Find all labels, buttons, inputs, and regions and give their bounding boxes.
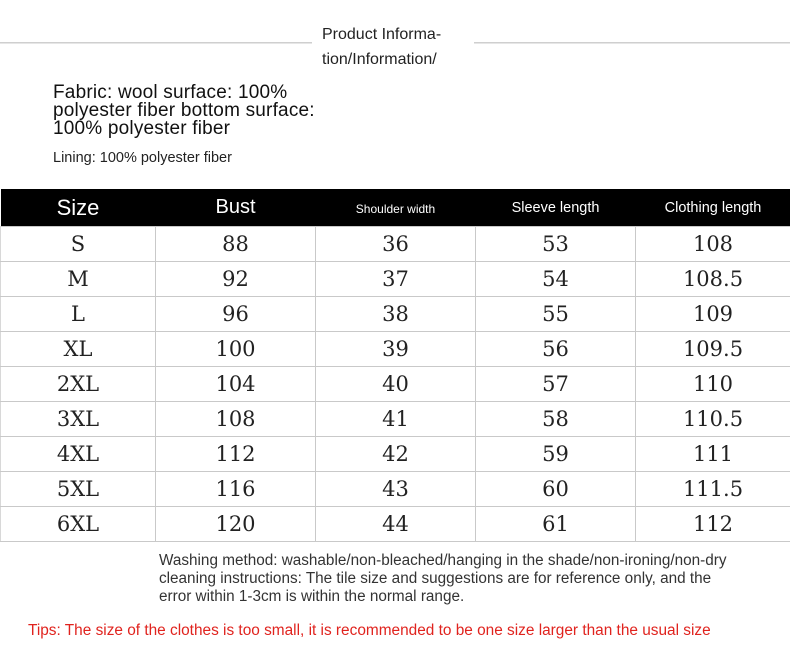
table-cell-shoulder-width: 40: [316, 367, 476, 402]
table-cell-sleeve-length: 60: [476, 472, 636, 507]
page-title: [322, 22, 462, 72]
table-cell-size: 3XL: [1, 402, 156, 437]
table-cell-size: 2XL: [1, 367, 156, 402]
fabric-line-3: 100% polyester fiber: [53, 118, 231, 139]
page-title-line-2: tion/Information/: [322, 51, 437, 68]
table-cell-bust: 108: [156, 402, 316, 437]
table-cell-bust: 104: [156, 367, 316, 402]
column-header-shoulder-width: Shoulder width: [316, 189, 476, 227]
table-cell-clothing-length: 111.5: [636, 472, 790, 507]
table-row: [1, 507, 790, 542]
table-cell-size: S: [1, 227, 156, 262]
table-cell-sleeve-length: 57: [476, 367, 636, 402]
table-cell-size: 5XL: [1, 472, 156, 507]
size-chart-table: [0, 189, 790, 542]
washing-instructions: [159, 552, 789, 606]
table-cell-bust: 116: [156, 472, 316, 507]
table-cell-sleeve-length: 59: [476, 437, 636, 472]
fabric-line-2: polyester fiber bottom surface:: [53, 100, 315, 121]
table-row: [1, 297, 790, 332]
table-row: [1, 402, 790, 437]
table-cell-bust: 96: [156, 297, 316, 332]
header-divider-right: [474, 42, 790, 44]
table-cell-clothing-length: 110: [636, 367, 790, 402]
table-cell-bust: 92: [156, 262, 316, 297]
column-header-sleeve-length: Sleeve length: [476, 189, 636, 227]
table-cell-clothing-length: 112: [636, 507, 790, 542]
table-cell-shoulder-width: 38: [316, 297, 476, 332]
sizing-tip: Tips: The size of the clothes is too small, it is recommended to be one size larger than the usual size: [28, 622, 711, 639]
table-row: [1, 227, 790, 262]
table-cell-shoulder-width: 39: [316, 332, 476, 367]
page-title-line-1: Product Informa-: [322, 26, 442, 43]
table-cell-shoulder-width: 44: [316, 507, 476, 542]
table-cell-bust: 100: [156, 332, 316, 367]
column-header-bust: Bust: [156, 189, 316, 227]
table-cell-size: 4XL: [1, 437, 156, 472]
lining-description: Lining: 100% polyester fiber: [53, 150, 232, 166]
table-cell-sleeve-length: 53: [476, 227, 636, 262]
table-row: [1, 367, 790, 402]
column-header-size: Size: [1, 189, 156, 227]
table-cell-clothing-length: 108.5: [636, 262, 790, 297]
washing-line-1: Washing method: washable/non-bleached/hanging in the shade/non-ironing/non-dry: [159, 552, 727, 569]
table-cell-bust: 120: [156, 507, 316, 542]
fabric-description: [53, 84, 373, 138]
table-cell-clothing-length: 108: [636, 227, 790, 262]
table-cell-clothing-length: 109: [636, 297, 790, 332]
table-cell-sleeve-length: 54: [476, 262, 636, 297]
table-cell-shoulder-width: 43: [316, 472, 476, 507]
table-row: [1, 332, 790, 367]
table-cell-sleeve-length: 58: [476, 402, 636, 437]
header-divider-left: [0, 42, 312, 44]
table-cell-shoulder-width: 42: [316, 437, 476, 472]
table-cell-clothing-length: 111: [636, 437, 790, 472]
column-header-clothing-length: Clothing length: [636, 189, 790, 227]
table-cell-size: M: [1, 262, 156, 297]
table-row: [1, 262, 790, 297]
table-cell-size: L: [1, 297, 156, 332]
table-cell-sleeve-length: 56: [476, 332, 636, 367]
table-cell-bust: 88: [156, 227, 316, 262]
washing-line-2: cleaning instructions: The tile size and suggestions are for reference only, and the: [159, 570, 712, 587]
washing-line-3: error within 1-3cm is within the normal range.: [159, 588, 465, 605]
table-cell-shoulder-width: 41: [316, 402, 476, 437]
table-cell-shoulder-width: 36: [316, 227, 476, 262]
table-cell-shoulder-width: 37: [316, 262, 476, 297]
table-row: [1, 437, 790, 472]
table-cell-size: 6XL: [1, 507, 156, 542]
product-information-header: [0, 18, 790, 70]
table-cell-sleeve-length: 55: [476, 297, 636, 332]
table-cell-size: XL: [1, 332, 156, 367]
table-cell-clothing-length: 110.5: [636, 402, 790, 437]
table-header-row: [1, 189, 790, 227]
table-cell-clothing-length: 109.5: [636, 332, 790, 367]
table-cell-bust: 112: [156, 437, 316, 472]
table-row: [1, 472, 790, 507]
table-cell-sleeve-length: 61: [476, 507, 636, 542]
fabric-line-1: Fabric: wool surface: 100%: [53, 82, 288, 103]
